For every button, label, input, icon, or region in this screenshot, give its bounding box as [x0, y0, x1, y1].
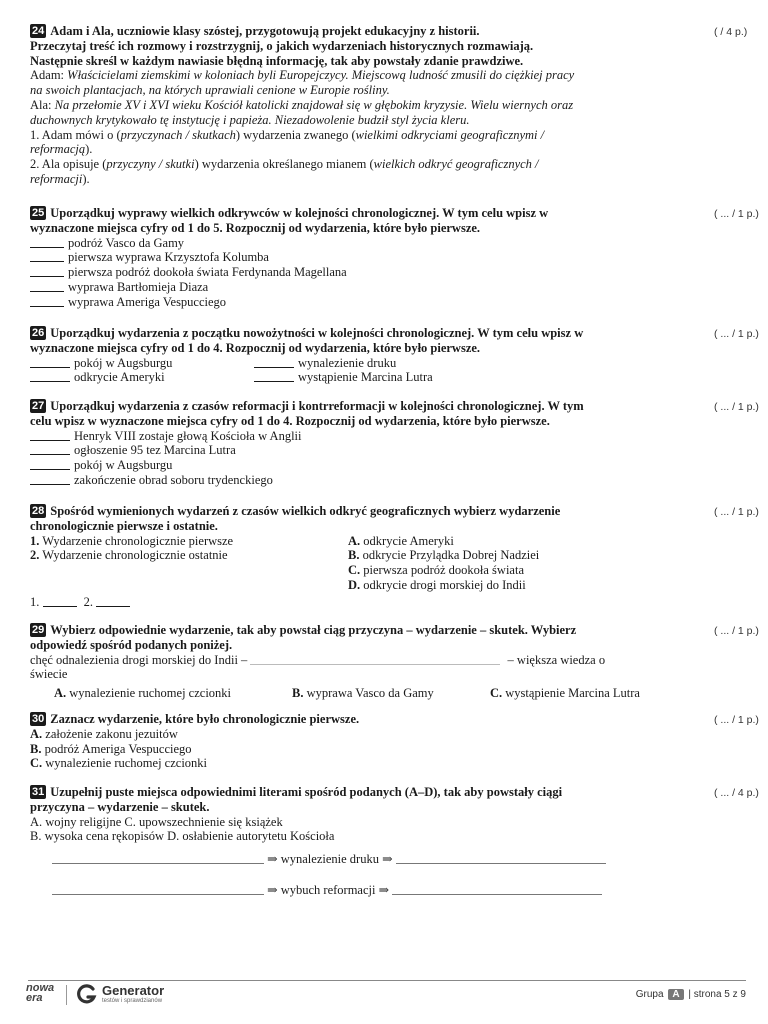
task-question: wyznaczone miejsca cyfry od 1 do 5. Rozpocznij od wydarzenia, które było pierwsze. [30, 220, 481, 235]
answer-blank[interactable] [30, 250, 64, 262]
option-a[interactable]: A. wynalezienie ruchomej czcionki [54, 686, 232, 701]
option-strike[interactable]: przyczyny / skutki [106, 157, 195, 172]
task-27 [30, 399, 710, 488]
order-item: Henryk VIII zostaje głową Kościoła w Anglii [30, 429, 710, 444]
task-number: 25 [32, 207, 45, 219]
page-number: | strona 5 z 9 [688, 989, 746, 1000]
task-29 [30, 623, 710, 701]
order-item: pierwsza podróż dookoła świata Ferdynanda Magellana [30, 265, 710, 280]
task-score: ( ... / 1 p.) [714, 401, 759, 413]
option-b[interactable]: B. wyprawa Vasco da Gamy [292, 686, 434, 701]
task-question: Uporządkuj wydarzenia z początku nowożytności w kolejności chronologicznej. W tym celu wpisz w [50, 326, 584, 340]
answer-blank[interactable] [30, 236, 64, 248]
dialogue-text: Właścicielami ziemskimi w koloniach byli Europejczycy. Miejscową ludność zmusili do ciężkiej pracy [67, 68, 575, 83]
answer-blank[interactable] [52, 884, 264, 895]
order-item: pierwsza wyprawa Krzysztofa Kolumba [30, 250, 710, 265]
task-28 [30, 504, 710, 610]
task-score: ( ... / 1 p.) [714, 328, 759, 340]
option-c[interactable]: C. pierwsza podróż dookoła świata [348, 563, 524, 578]
option-c[interactable]: C. wystąpienie Marcina Lutra [490, 686, 640, 701]
answer-blank[interactable] [43, 595, 77, 607]
order-item: wynalezienie druku [254, 356, 396, 371]
answer-blank[interactable] [254, 356, 294, 368]
footer-divider [28, 980, 746, 981]
answer-blank[interactable] [250, 653, 500, 665]
statement-1-cont: reformacją). [30, 142, 93, 157]
dialogue-text: na swoich plantacjach, na których uprawiali cenione w Europie rośliny. [30, 83, 390, 98]
speaker-label: Ala: [30, 97, 52, 112]
chain-middle: ⇒ wynalezienie druku ⇒ [267, 852, 393, 866]
logo-separator [66, 985, 67, 1005]
page-footer-info: Grupa A | strona 5 z 9 [635, 989, 746, 1000]
matching-left: 1. Wydarzenie chronologicznie pierwsze [30, 533, 234, 548]
answer-line: 1. 2. [30, 595, 710, 610]
order-item: ogłoszenie 95 tez Marcina Lutra [30, 443, 710, 458]
dialogue-text: Na przełomie XV i XVI wieku Kościół katolicki znajdował się w głębokim kryzysie. Wielu wiernych oraz [54, 97, 574, 112]
answer-blank[interactable] [30, 370, 70, 382]
task-number: 26 [32, 327, 45, 339]
task-number: 30 [32, 713, 45, 725]
task-30 [30, 712, 710, 771]
task-24 [30, 24, 710, 187]
option-c[interactable]: C. wynalezienie ruchomej czcionki [30, 756, 208, 771]
answer-blank[interactable] [396, 853, 606, 864]
task-number: 27 [32, 400, 45, 412]
task-question: Zaznacz wydarzenie, które było chronologicznie pierwsze. [50, 712, 360, 726]
answer-blank[interactable] [30, 265, 64, 277]
task-question: Uporządkuj wyprawy wielkich odkrywców w kolejności chronologicznej. W tym celu wpisz w [50, 206, 549, 220]
chain-row-2 [52, 882, 602, 898]
task-number: 31 [32, 786, 45, 798]
answer-blank[interactable] [96, 595, 130, 607]
answer-blank[interactable] [52, 853, 264, 864]
order-item: odkrycie Ameryki [30, 370, 254, 385]
answer-blank[interactable] [30, 356, 70, 368]
task-question: Uporządkuj wydarzenia z czasów reformacji i kontrreformacji w kolejności chronologicznej. W tym [50, 399, 584, 413]
order-item: podróż Vasco da Gamy [30, 236, 710, 251]
task-question: chronologicznie pierwsze i ostatnie. [30, 518, 218, 533]
order-item: pokój w Augsburgu [30, 458, 710, 473]
task-question: celu wpisz w wyznaczone miejsca cyfry od 1 do 4. Rozpocznij od wydarzenia, które było pierwsze. [30, 413, 550, 428]
answer-blank[interactable] [30, 443, 70, 455]
task-question: Spośród wymienionych wydarzeń z czasów wielkich odkryć geograficznych wybierz wydarzenie [50, 504, 561, 518]
answer-blank[interactable] [30, 429, 70, 441]
option-strike[interactable]: wielkimi odkryciami geograficznymi / [355, 127, 545, 142]
speaker-label: Adam: [30, 68, 65, 83]
task-number: 29 [32, 624, 45, 636]
answer-blank[interactable] [30, 473, 70, 485]
answer-blank[interactable] [254, 370, 294, 382]
order-item: zakończenie obrad soboru trydenckiego [30, 473, 710, 488]
option-strike[interactable]: wielkich odkryć geograficznych / [373, 157, 539, 172]
statement-2-cont: reformacji). [30, 171, 90, 186]
task-question: Następnie skreśl w każdym nawiasie błędną informację, tak aby powstały zdanie prawdziwe. [30, 53, 524, 68]
task-number: 24 [32, 25, 45, 37]
order-item: wystąpienie Marcina Lutra [254, 370, 433, 385]
task-score: ( ... / 1 p.) [714, 714, 759, 726]
task-31 [30, 785, 710, 844]
generator-logo: Generator testów i sprawdzianów [76, 983, 98, 1010]
answer-blank[interactable] [30, 280, 64, 292]
statement-2: 2. Ala opisuje (przyczyny / skutki) wydarzenia określanego mianem (wielkich odkryć geograficznych / [30, 157, 539, 172]
generator-icon [76, 983, 98, 1005]
task-score: ( / 4 p.) [714, 26, 748, 38]
option-b[interactable]: B. podróż Ameriga Vespucciego [30, 741, 192, 756]
chain-middle: ⇒ wybuch reformacji ⇒ [267, 883, 390, 897]
nowa-era-logo: nowa era [26, 982, 55, 1004]
answer-blank[interactable] [30, 458, 70, 470]
option-strike[interactable]: przyczynach / skutkach [120, 127, 236, 142]
task-score: ( ... / 4 p.) [714, 787, 759, 799]
option-a[interactable]: A. odkrycie Ameryki [348, 533, 454, 548]
task-question: wyznaczone miejsca cyfry od 1 do 4. Rozpocznij od wydarzenia, które było pierwsze. [30, 340, 481, 355]
task-score: ( ... / 1 p.) [714, 625, 759, 637]
task-question: przyczyna – wydarzenie – skutek. [30, 799, 210, 814]
task-question: Wybierz odpowiednie wydarzenie, tak aby powstał ciąg przyczyna – wydarzenie – skutek. Wybierz [50, 623, 577, 637]
order-item: wyprawa Ameriga Vespucciego [30, 295, 710, 310]
letter-options: A. wojny religijne C. upowszechnienie się książek [30, 814, 283, 829]
option-strike[interactable]: reformacji [30, 171, 83, 186]
task-question: Adam i Ala, uczniowie klasy szóstej, przygotowują projekt edukacyjny z historii. [50, 24, 480, 38]
option-strike[interactable]: reformacją [30, 142, 86, 157]
task-score: ( ... / 1 p.) [714, 506, 759, 518]
chain-line-cont: świecie [30, 667, 68, 682]
group-badge: A [668, 989, 683, 1000]
order-item: wyprawa Bartłomieja Diaza [30, 280, 710, 295]
answer-blank[interactable] [30, 295, 64, 307]
task-question: odpowiedź spośród podanych poniżej. [30, 637, 233, 652]
task-question: Przeczytaj treść ich rozmowy i rozstrzygnij, o jakich wydarzeniach historycznych rozmawiają. [30, 38, 534, 53]
letter-options: B. wysoka cena rękopisów D. osłabienie autorytetu Kościoła [30, 829, 335, 844]
dialogue-text: duchownych krytykowało tę instytucję i papieża. Niezadowolenie budził styl życia kleru. [30, 112, 470, 127]
task-question: Uzupełnij puste miejsca odpowiednimi literami spośród podanych (A–D), tak aby powstały ciągi [50, 785, 563, 799]
chain-row-1 [52, 851, 606, 867]
chain-line: chęć odnalezienia drogi morskiej do Indii – – większa wiedza o [30, 652, 606, 667]
task-score: ( ... / 1 p.) [714, 208, 759, 220]
order-item: pokój w Augsburgu [30, 356, 254, 371]
option-d[interactable]: D. odkrycie drogi morskiej do Indii [348, 577, 526, 592]
task-26 [30, 326, 710, 385]
matching-left: 2. Wydarzenie chronologicznie ostatnie [30, 548, 228, 563]
option-a[interactable]: A. założenie zakonu jezuitów [30, 726, 178, 741]
option-b[interactable]: B. odkrycie Przylądka Dobrej Nadziei [348, 548, 540, 563]
statement-1: 1. Adam mówi o (przyczynach / skutkach) wydarzenia zwanego (wielkimi odkryciami geograficznymi / [30, 127, 545, 142]
task-number: 28 [32, 505, 45, 517]
task-25 [30, 206, 710, 310]
answer-blank[interactable] [392, 884, 602, 895]
